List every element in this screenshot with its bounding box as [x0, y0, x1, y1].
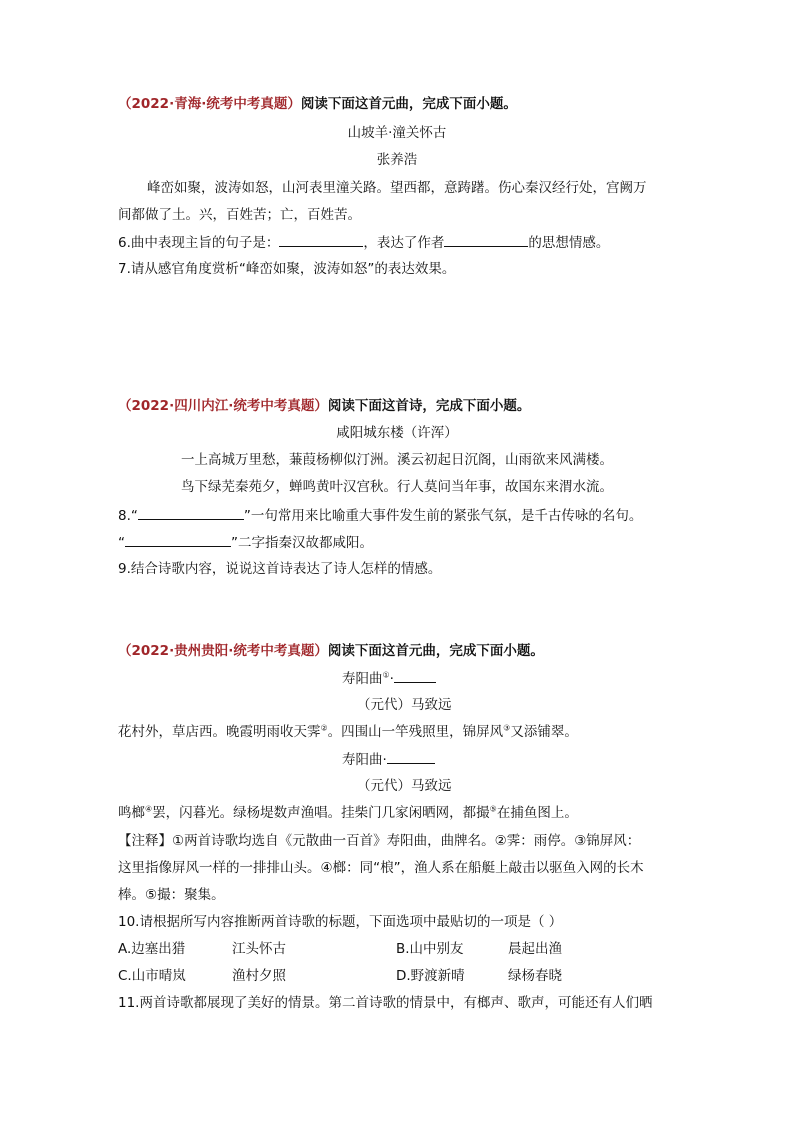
q6-part1: 6.曲中表现主旨的句子是：: [118, 235, 280, 251]
section2-source: （2022·四川内江·统考中考真题）: [118, 398, 328, 414]
note-mark-4: ④: [145, 804, 153, 814]
q8a-blank[interactable]: [138, 505, 244, 520]
note-mark-2: ②: [320, 723, 328, 733]
q8a-open-quote: 8.“: [118, 508, 138, 524]
question-7: 7.请从感官角度赏析“峰峦如聚，波涛如怒”的表达效果。: [118, 261, 456, 277]
poem2-line1: 一上高城万里愁，蒹葭杨柳似汀洲。溪云初起日沉阁，山雨欲来风满楼。: [181, 452, 613, 468]
question-8b: [118, 532, 373, 553]
question-11: 11.两首诗歌都展现了美好的情景。第二首诗歌的情景中，有榔声、歌声，可能还有人们晒: [118, 995, 653, 1011]
poem3-author1: （元代）马致远: [357, 697, 452, 713]
poem4-text-c: 在捕鱼图上。: [496, 805, 578, 821]
poem3-text-b: 。四围山一竿残照里，锦屏风: [327, 724, 504, 740]
title-dot: ·: [389, 671, 394, 687]
poem4-title: [342, 749, 435, 770]
section2-header: [118, 396, 530, 416]
option-a-2: 江头怀古: [232, 941, 286, 957]
option-a[interactable]: [118, 939, 185, 959]
poem3-text: [118, 722, 578, 742]
q8b-text: ”二字指秦汉故都咸阳。: [231, 535, 373, 551]
poem2-title: 咸阳城东楼（许浑）: [336, 425, 458, 441]
question-6: [118, 232, 609, 253]
note-mark-5: ⑤: [489, 804, 497, 814]
poem2-line2: 鸟下绿芜秦苑夕，蝉鸣黄叶汉宫秋。行人莫问当年事，故国东来渭水流。: [181, 479, 613, 495]
notes-line3: 棒。⑤撮：聚集。: [118, 887, 225, 903]
q8b-blank[interactable]: [125, 532, 231, 547]
notes-line1: 【注释】①两首诗歌均选自《元散曲一百首》寿阳曲，曲牌名。②霁：雨停。③锦屏风：: [118, 833, 641, 849]
section3-header: [118, 641, 544, 661]
poem4-title-text: 寿阳曲·: [342, 752, 387, 768]
poem4-text-b: 罢，闪暮光。绿杨堤数声渔唱。挂柴门几家闲晒网，都撮: [152, 805, 490, 821]
q6-blank1[interactable]: [279, 232, 363, 247]
section1-instruction: 阅读下面这首元曲，完成下面小题。: [300, 96, 517, 112]
q8a-text: ”一句常用来比喻重大事件发生前的紧张气氛，是千古传咏的名句。: [243, 508, 643, 524]
question-8a: [118, 505, 642, 526]
option-a-part1: A.边塞出猎: [118, 941, 186, 957]
option-d[interactable]: [396, 966, 465, 986]
section1-header: [118, 94, 517, 114]
poem4-author: （元代）马致远: [357, 778, 452, 794]
q6-part3: 的思想情感。: [528, 235, 610, 251]
option-c-2: 渔村夕照: [232, 968, 286, 984]
section3-instruction: 阅读下面这首元曲，完成下面小题。: [327, 643, 544, 659]
question-10: 10.请根据所写内容推断两首诗歌的标题，下面选项中最贴切的一项是（ ）: [118, 914, 563, 930]
section1-source: （2022·青海·统考中考真题）: [118, 96, 301, 112]
poem3-title1-text: 寿阳曲: [342, 671, 383, 687]
q6-part2: ，表达了作者: [363, 235, 445, 251]
poem1-author: 张养浩: [376, 152, 418, 168]
q8b-open-quote: “: [118, 535, 125, 551]
title2-blank[interactable]: [387, 749, 435, 764]
option-b-2: 晨起出渔: [508, 941, 562, 957]
note-mark-1: ①: [382, 670, 390, 680]
poem1-text-line1: 峰峦如聚，波涛如怒，山河表里潼关路。望西都，意踌躇。伤心秦汉经行处，宫阙万: [147, 180, 647, 196]
poem3-title1: [342, 668, 436, 689]
option-b[interactable]: [396, 939, 464, 959]
option-b-part1: B.山中别友: [396, 941, 464, 957]
notes-line2: 这里指像屏风一样的一排排山头。④榔：同“桹”，渔人系在船艇上敲击以驱鱼入网的长木: [118, 860, 644, 876]
poem1-text-line2: 间都做了土。兴，百姓苦；亡，百姓苦。: [118, 207, 361, 223]
title1-blank[interactable]: [394, 668, 436, 683]
option-c[interactable]: [118, 966, 186, 986]
option-d-part1: D.野渡新晴: [396, 968, 465, 984]
poem1-title: 山坡羊·潼关怀古: [347, 125, 447, 141]
poem3-text-a: 花村外，草店西。晚霞明雨收天霁: [118, 724, 321, 740]
section3-source: （2022·贵州贵阳·统考中考真题）: [118, 643, 328, 659]
question-9: 9.结合诗歌内容，说说这首诗表达了诗人怎样的情感。: [118, 561, 442, 577]
poem4-text-a: 鸣榔: [118, 805, 145, 821]
note-mark-3: ③: [503, 723, 511, 733]
poem4-text: [118, 803, 578, 823]
option-c-part1: C.山市晴岚: [118, 968, 186, 984]
section2-instruction: 阅读下面这首诗，完成下面小题。: [327, 398, 531, 414]
option-d-2: 绿杨春晓: [508, 968, 562, 984]
q6-blank2[interactable]: [444, 232, 528, 247]
poem3-text-c: 又添铺翠。: [510, 724, 578, 740]
